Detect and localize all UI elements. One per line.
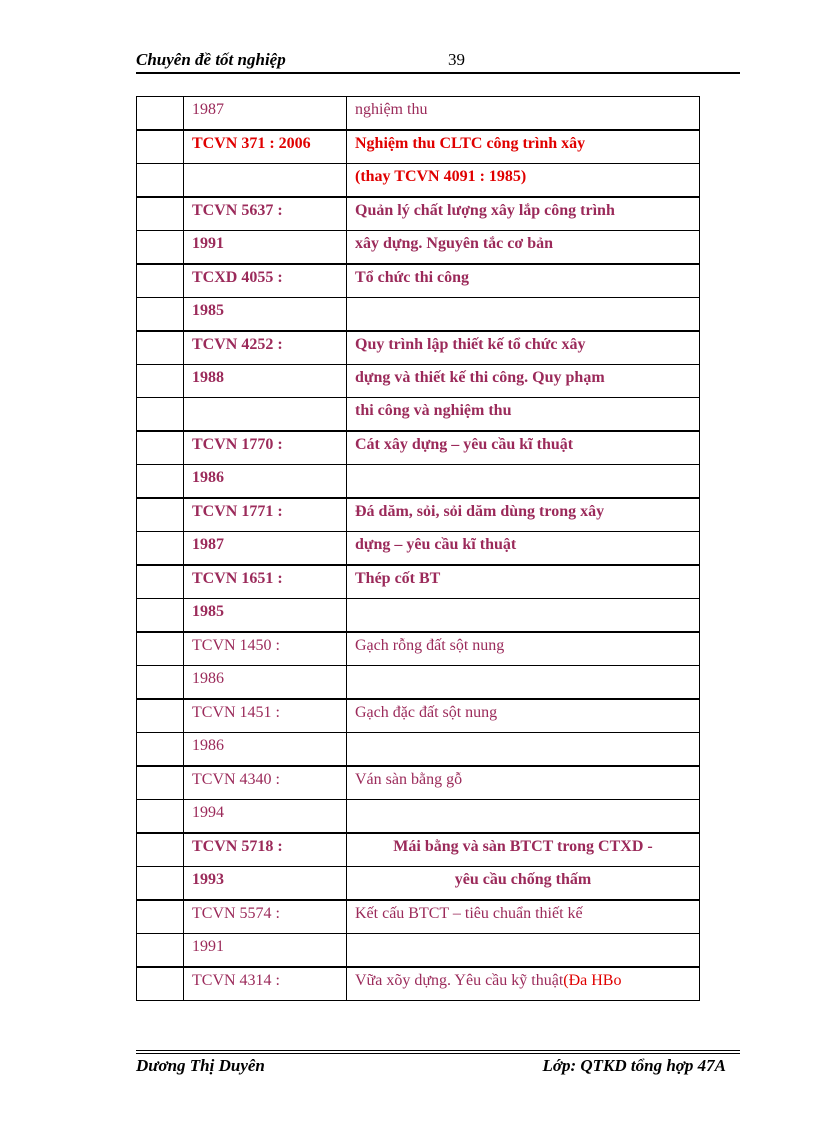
table-row — [137, 498, 700, 532]
table-row — [137, 599, 700, 633]
page-number: 39 — [448, 50, 465, 69]
standard-description-cell: Ván sàn bằng gỗ — [347, 766, 700, 800]
row-index-cell — [137, 532, 184, 566]
standard-code-cell: TCVN 1771 : — [184, 498, 347, 532]
table-row — [137, 833, 700, 867]
description-text: Vữa xõy dựng. Yêu cầu kỹ thuật — [355, 972, 564, 989]
table-row — [137, 934, 700, 968]
row-index-cell — [137, 599, 184, 633]
row-index-cell — [137, 465, 184, 499]
row-index-cell — [137, 331, 184, 365]
standard-description-cell — [347, 733, 700, 767]
table-row — [137, 800, 700, 834]
standards-table — [136, 96, 700, 1001]
table-row — [137, 666, 700, 700]
row-index-cell — [137, 800, 184, 834]
table-row — [137, 900, 700, 934]
standard-description-cell — [347, 599, 700, 633]
standard-code-cell: 1985 — [184, 599, 347, 633]
row-index-cell — [137, 498, 184, 532]
standard-code-cell: TCVN 1451 : — [184, 699, 347, 733]
table-row — [137, 632, 700, 666]
table-row — [137, 97, 700, 131]
footer-rule — [136, 1050, 740, 1051]
standard-description-cell: yêu cầu chống thấm — [347, 867, 700, 901]
class-name: Lớp: QTKD tổng hợp 47A — [542, 1056, 726, 1075]
row-index-cell — [137, 900, 184, 934]
description-extra-text: (Đa HBo — [563, 972, 622, 989]
standard-description-cell: xây dựng. Nguyên tắc cơ bản — [347, 231, 700, 265]
row-index-cell — [137, 431, 184, 465]
table-row — [137, 532, 700, 566]
row-index-cell — [137, 967, 184, 1001]
standard-description-cell: Nghiệm thu CLTC công trình xây — [347, 130, 700, 164]
standard-code-cell: 1994 — [184, 800, 347, 834]
standard-description-cell — [347, 967, 700, 1001]
standard-description-cell — [347, 298, 700, 332]
standard-code-cell: 1987 — [184, 97, 347, 131]
page-footer — [136, 1050, 740, 1080]
table-row — [137, 231, 700, 265]
row-index-cell — [137, 666, 184, 700]
standard-description-cell: Gạch rỗng đất sột nung — [347, 632, 700, 666]
standard-code-cell: TCVN 1450 : — [184, 632, 347, 666]
table-row — [137, 699, 700, 733]
table-row — [137, 331, 700, 365]
standard-description-cell: dựng – yêu cầu kĩ thuật — [347, 532, 700, 566]
table-row — [137, 398, 700, 432]
standard-description-cell: Quản lý chất lượng xây lắp công trình — [347, 197, 700, 231]
row-index-cell — [137, 833, 184, 867]
row-index-cell — [137, 766, 184, 800]
table-row — [137, 431, 700, 465]
table-row — [137, 264, 700, 298]
header-rule — [136, 72, 740, 74]
standard-code-cell: TCXD 4055 : — [184, 264, 347, 298]
row-index-cell — [137, 164, 184, 198]
standard-code-cell — [184, 164, 347, 198]
standard-code-cell: TCVN 1770 : — [184, 431, 347, 465]
standard-code-cell: TCVN 4314 : — [184, 967, 347, 1001]
row-index-cell — [137, 365, 184, 398]
standard-description-cell: dựng và thiết kế thi công. Quy phạm — [347, 365, 700, 398]
author-name: Dương Thị Duyên — [136, 1056, 265, 1075]
row-index-cell — [137, 934, 184, 968]
standard-code-cell: 1986 — [184, 733, 347, 767]
standard-description-cell: Tổ chức thi công — [347, 264, 700, 298]
standard-code-cell: 1991 — [184, 934, 347, 968]
standard-description-cell: Cát xây dựng – yêu cầu kĩ thuật — [347, 431, 700, 465]
table-row — [137, 733, 700, 767]
standards-table-body — [137, 97, 700, 1001]
row-index-cell — [137, 699, 184, 733]
standard-code-cell — [184, 398, 347, 432]
document-title: Chuyên đề tốt nghiệp — [136, 50, 286, 69]
footer-rule-second — [136, 1053, 740, 1054]
table-row — [137, 164, 700, 198]
standard-description-cell — [347, 800, 700, 834]
standard-description-cell: thi công và nghiệm thu — [347, 398, 700, 432]
row-index-cell — [137, 197, 184, 231]
standard-code-cell: TCVN 4252 : — [184, 331, 347, 365]
standard-code-cell: 1986 — [184, 465, 347, 499]
standard-code-cell: TCVN 5574 : — [184, 900, 347, 934]
page-header — [136, 50, 740, 74]
row-index-cell — [137, 97, 184, 131]
row-index-cell — [137, 565, 184, 599]
table-row — [137, 298, 700, 332]
standard-code-cell: TCVN 5637 : — [184, 197, 347, 231]
standard-description-cell — [347, 465, 700, 499]
standard-code-cell: TCVN 1651 : — [184, 565, 347, 599]
table-row — [137, 565, 700, 599]
table-row — [137, 867, 700, 901]
standard-description-cell: Quy trình lập thiết kế tổ chức xây — [347, 331, 700, 365]
standard-description-cell: Gạch đặc đất sột nung — [347, 699, 700, 733]
row-index-cell — [137, 867, 184, 901]
standard-code-cell: 1987 — [184, 532, 347, 566]
standard-description-cell: Đá dăm, sỏi, sỏi dăm dùng trong xây — [347, 498, 700, 532]
table-row — [137, 465, 700, 499]
standard-description-cell — [347, 666, 700, 700]
standard-code-cell: TCVN 4340 : — [184, 766, 347, 800]
row-index-cell — [137, 130, 184, 164]
standard-description-cell: Kết cấu BTCT – tiêu chuẩn thiết kế — [347, 900, 700, 934]
table-row — [137, 766, 700, 800]
standard-description-cell: Mái bằng và sàn BTCT trong CTXD - — [347, 833, 700, 867]
table-row — [137, 197, 700, 231]
table-row — [137, 967, 700, 1001]
standard-code-cell: TCVN 371 : 2006 — [184, 130, 347, 164]
standard-description-cell: Thép cốt BT — [347, 565, 700, 599]
standard-code-cell: 1985 — [184, 298, 347, 332]
row-index-cell — [137, 264, 184, 298]
standard-code-cell: 1988 — [184, 365, 347, 398]
row-index-cell — [137, 398, 184, 432]
standard-description-cell — [347, 934, 700, 968]
standard-description-cell: nghiệm thu — [347, 97, 700, 131]
row-index-cell — [137, 733, 184, 767]
row-index-cell — [137, 298, 184, 332]
standard-code-cell: 1993 — [184, 867, 347, 901]
standard-code-cell: 1991 — [184, 231, 347, 265]
standard-description-cell: (thay TCVN 4091 : 1985) — [347, 164, 700, 198]
table-row — [137, 130, 700, 164]
row-index-cell — [137, 231, 184, 265]
table-row — [137, 365, 700, 398]
standard-code-cell: TCVN 5718 : — [184, 833, 347, 867]
standard-code-cell: 1986 — [184, 666, 347, 700]
row-index-cell — [137, 632, 184, 666]
